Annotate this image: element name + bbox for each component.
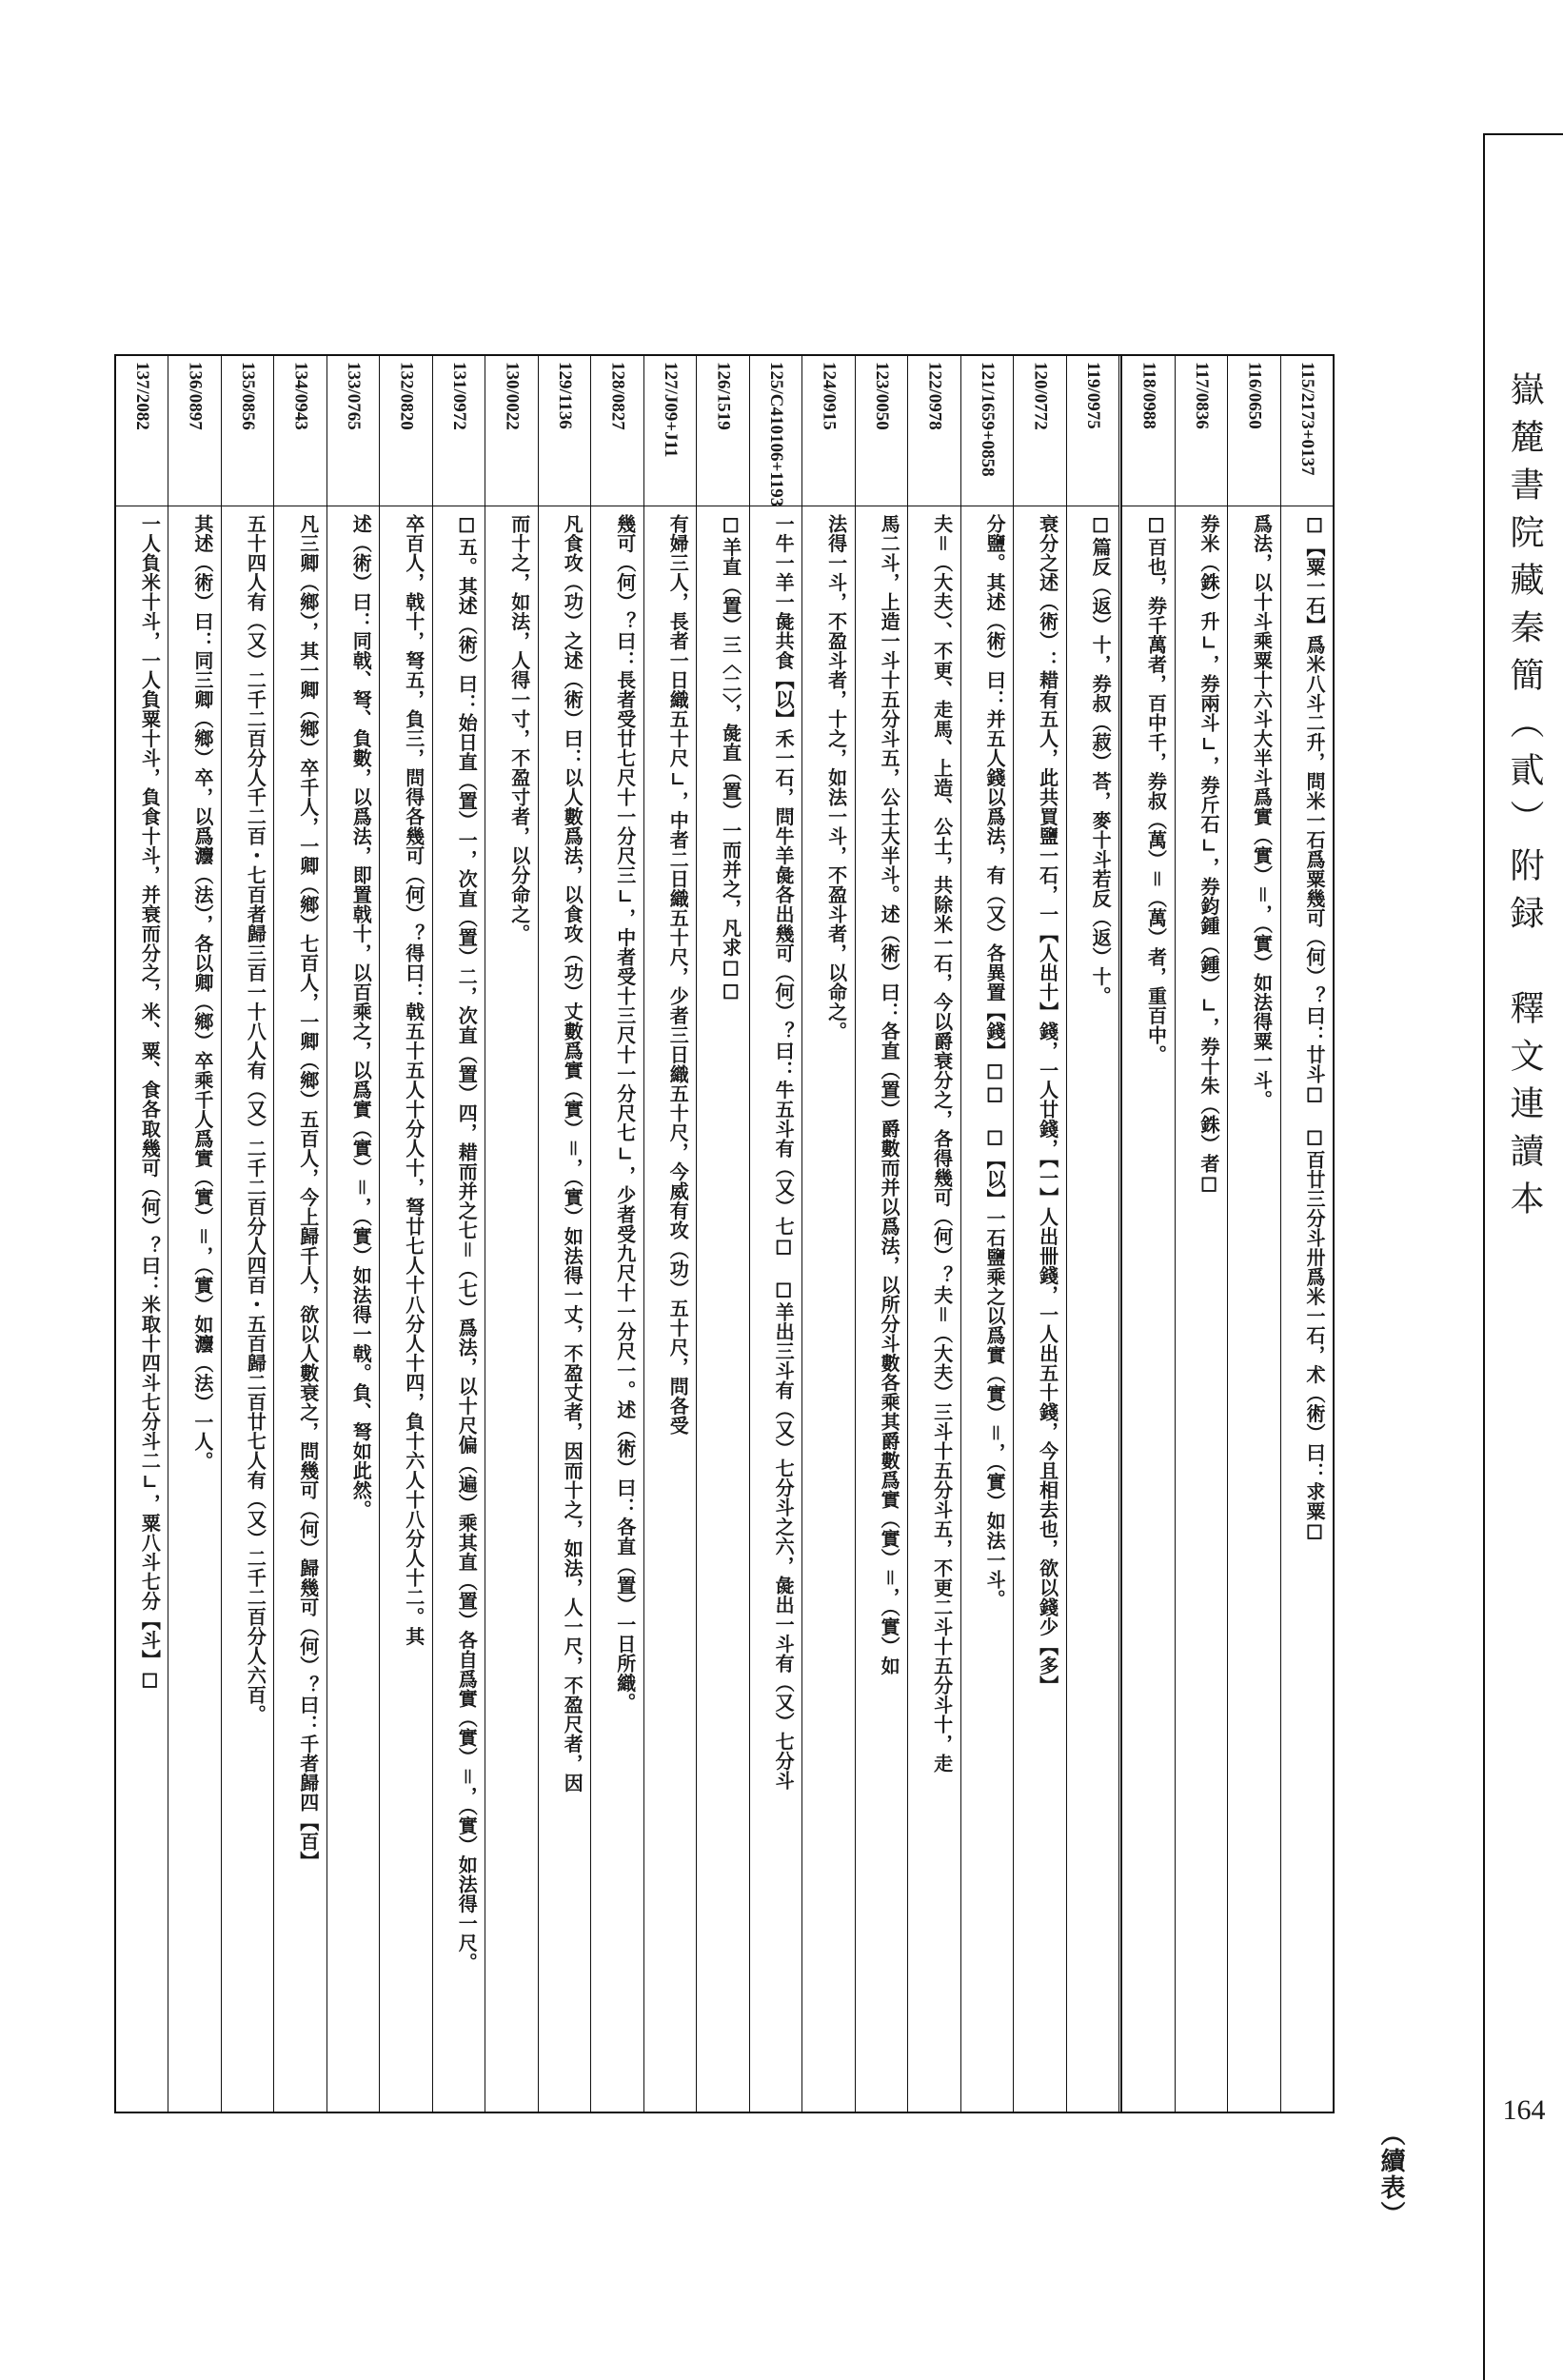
slip-text: 衰分之述（術）：耤有五人，此共買鹽一石，一【人出十】錢，一人廿錢，【一】人出卌錢，一人出五十錢，今且相去也，欲以錢少【多】 <box>1036 514 1059 1696</box>
slip-number: 118/0988 <box>1122 356 1174 506</box>
slip-text: 凡食攻（功）之述（術）曰：以人數爲法，以食攻（功）丈數爲實（實）＝，（實）如法得一丈，不盈丈者，因而十之，如法，人一尺，不盈尺者，因 <box>561 514 584 1793</box>
slip-number: 129/1136 <box>539 356 590 506</box>
continued-label: （續表） <box>1376 2121 1405 2228</box>
slip-text: 卒百人，戟十，弩五，負三，問得各幾可（何）？得曰：戟五十五人十分人十，弩廿七人十八分人十四，負十六人十八分人十二。其 <box>402 514 425 1646</box>
slip-number: 115/2173+0137 <box>1281 356 1333 506</box>
slip-text: ☐百也，券千萬者，百中千，券叔（萬）＝（萬）者，重百中。 <box>1144 514 1168 1064</box>
table-row <box>907 356 960 2112</box>
slip-text: 一牛一羊一彘共食【以】禾一石，問牛羊彘各出幾可（何）？曰：牛五斗有（又）七☐ ☐羊出三斗有（又）七分斗之六，彘出一斗有（又）七分斗 <box>772 514 796 1791</box>
slip-text: 一人負米十斗，一人負粟十斗，負食十斗，并衰而分之，米、粟、食各取幾可（何）？曰：米取十四斗七分斗二∟，粟八斗七分【斗】☐ <box>138 514 162 1693</box>
transcription-table <box>114 354 1335 2113</box>
slip-text: ☐篇反（返）十，券叔（菽）荅，麥十斗若反（返）十。 <box>1089 514 1113 1006</box>
slip-number: 119/0975 <box>1067 356 1118 506</box>
slip-number: 120/0772 <box>1014 356 1065 506</box>
slip-number: 124/0915 <box>802 356 854 506</box>
table-row <box>590 356 643 2112</box>
slip-text: ☐五。其述（術）曰：始日直（置）一，次直（置）二，次直（置）四，耤而并之七＝（七）爲法，以十尺偏（遍）乘其直（置）各自爲實（實）＝，（實）如法得一尺。 <box>455 514 479 1973</box>
slip-number: 123/0050 <box>856 356 907 506</box>
slip-text: 而十之，如法，人得一寸，不盈寸者，以分命之。 <box>507 514 531 943</box>
slip-number: 132/0820 <box>380 356 431 506</box>
table-row <box>538 356 590 2112</box>
table-row <box>273 356 326 2112</box>
table-row <box>432 356 485 2112</box>
table-row <box>1175 356 1227 2112</box>
slip-text: 五十四人有（又）二千二百分人千二百・七百者歸三百一十八人有（又）二千二百分人四百・五百歸二百廿七人有（又）二千二百分人六百。 <box>244 514 267 1724</box>
table-row <box>801 356 854 2112</box>
table-row <box>116 356 168 2112</box>
slip-text: 其述（術）曰：同三卿（鄉）卒，以爲灋（法），各以卿（鄉）卒乘千人爲實（實）＝，（實）如灋（法）一人。 <box>190 514 214 1471</box>
table-row <box>1066 356 1121 2112</box>
slip-text: 述（術）曰：同戟、弩、負數，以爲法，即置戟十，以百乘之，以爲實（實）＝，（實）如法得一戟。負、弩如此然。 <box>349 514 373 1519</box>
slip-number: 137/2082 <box>116 356 168 506</box>
table-row <box>1121 356 1174 2112</box>
slip-number: 128/0827 <box>591 356 643 506</box>
slip-text: 凡三卿（鄉），其一卿（鄉）卒千人，一卿（鄉）七百人，一卿（鄉）五百人，今上歸千人，欲以人數衰之，問幾可（何）歸幾可（何）？曰：千者歸四【百】 <box>296 514 320 1871</box>
slip-text: 券米（銖）升∟，券兩斗∟，券斤石∟，券鈞鍾（鍾）∟，券十朱（銖）者☐ <box>1197 514 1221 1197</box>
slip-number: 122/0978 <box>908 356 960 506</box>
slip-text: ☐【粟一石】爲米八斗二升，問米一石爲粟幾可（何）？曰：廿斗☐ ☐百廿三分斗卅爲米一石，术（術）曰：求粟☐ <box>1303 514 1326 1544</box>
running-head: 嶽麓書院藏秦簡（貳）附録 釋文連讀本 <box>1505 371 1544 1228</box>
table-row <box>379 356 431 2112</box>
slip-text: 分鹽。其述（術）曰：并五人錢以爲法，有（又）各異置【錢】☐☐ ☐【以】一石鹽乘之以爲實（實）＝，（實）如法一斗。 <box>983 514 1007 1609</box>
slip-number: 131/0972 <box>433 356 485 506</box>
slip-number: 136/0897 <box>168 356 220 506</box>
table-row <box>326 356 379 2112</box>
slip-text: 有婦三人，長者一日織五十尺∟，中者二日織五十尺，少者三日織五十尺，今威有攻（功）五十尺，問各受 <box>666 514 690 1436</box>
table-row <box>1280 356 1333 2112</box>
table-row <box>749 356 801 2112</box>
page-number: 164 <box>1502 2094 1546 2126</box>
table-row <box>960 356 1013 2112</box>
slip-text: 馬二斗，上造一斗十五分斗五，公士大半斗。述（術）曰：各直（置）爵數而并以爲法，以所分斗數各乘其爵數爲實（實）＝，（實）如 <box>878 514 901 1676</box>
slip-number: 116/0650 <box>1228 356 1279 506</box>
header-rule <box>1483 133 1563 135</box>
table-row <box>168 356 220 2112</box>
slip-text: 幾可（何）？曰：長者受廿七尺十一分尺三∟，中者受十三尺十一分尺七∟，少者受九尺十一分尺一。述（術）曰：各直（置）一日所織。 <box>613 514 637 1713</box>
table-row <box>1013 356 1065 2112</box>
slip-text: 法得一斗，不盈斗者，十之，如法一斗，不盈斗者，以命之。 <box>824 514 848 1041</box>
slip-text: ☐羊直（置）三〈二〉，彘直（置）一而并之，凡求☐☐ <box>719 514 742 1004</box>
table-row <box>1227 356 1279 2112</box>
slip-text: 爲法，以十斗乘粟十六斗大半斗爲實（實）＝，（實）如法得粟一斗。 <box>1250 514 1274 1110</box>
table-row <box>221 356 273 2112</box>
slip-number: 121/1659+0858 <box>961 356 1013 506</box>
table-row <box>643 356 696 2112</box>
slip-text: 夫＝（大夫）、不更、走馬、上造、公士，共除米一石，今以爵衰分之，各得幾可（何）？夫＝（大夫）三斗十五分斗五，不更二斗十五分斗十，走 <box>930 514 954 1774</box>
table-row <box>696 356 748 2112</box>
slip-number: 117/0836 <box>1176 356 1227 506</box>
slip-number: 133/0765 <box>327 356 379 506</box>
slip-number: 125/C410106+1193 <box>750 356 801 506</box>
table-row <box>485 356 537 2112</box>
slip-number: 126/1519 <box>697 356 748 506</box>
slip-number: 135/0856 <box>222 356 273 506</box>
table-row <box>855 356 907 2112</box>
slip-number: 134/0943 <box>274 356 326 506</box>
slip-number: 127/J09+J11 <box>644 356 696 506</box>
slip-number: 130/0022 <box>485 356 537 506</box>
